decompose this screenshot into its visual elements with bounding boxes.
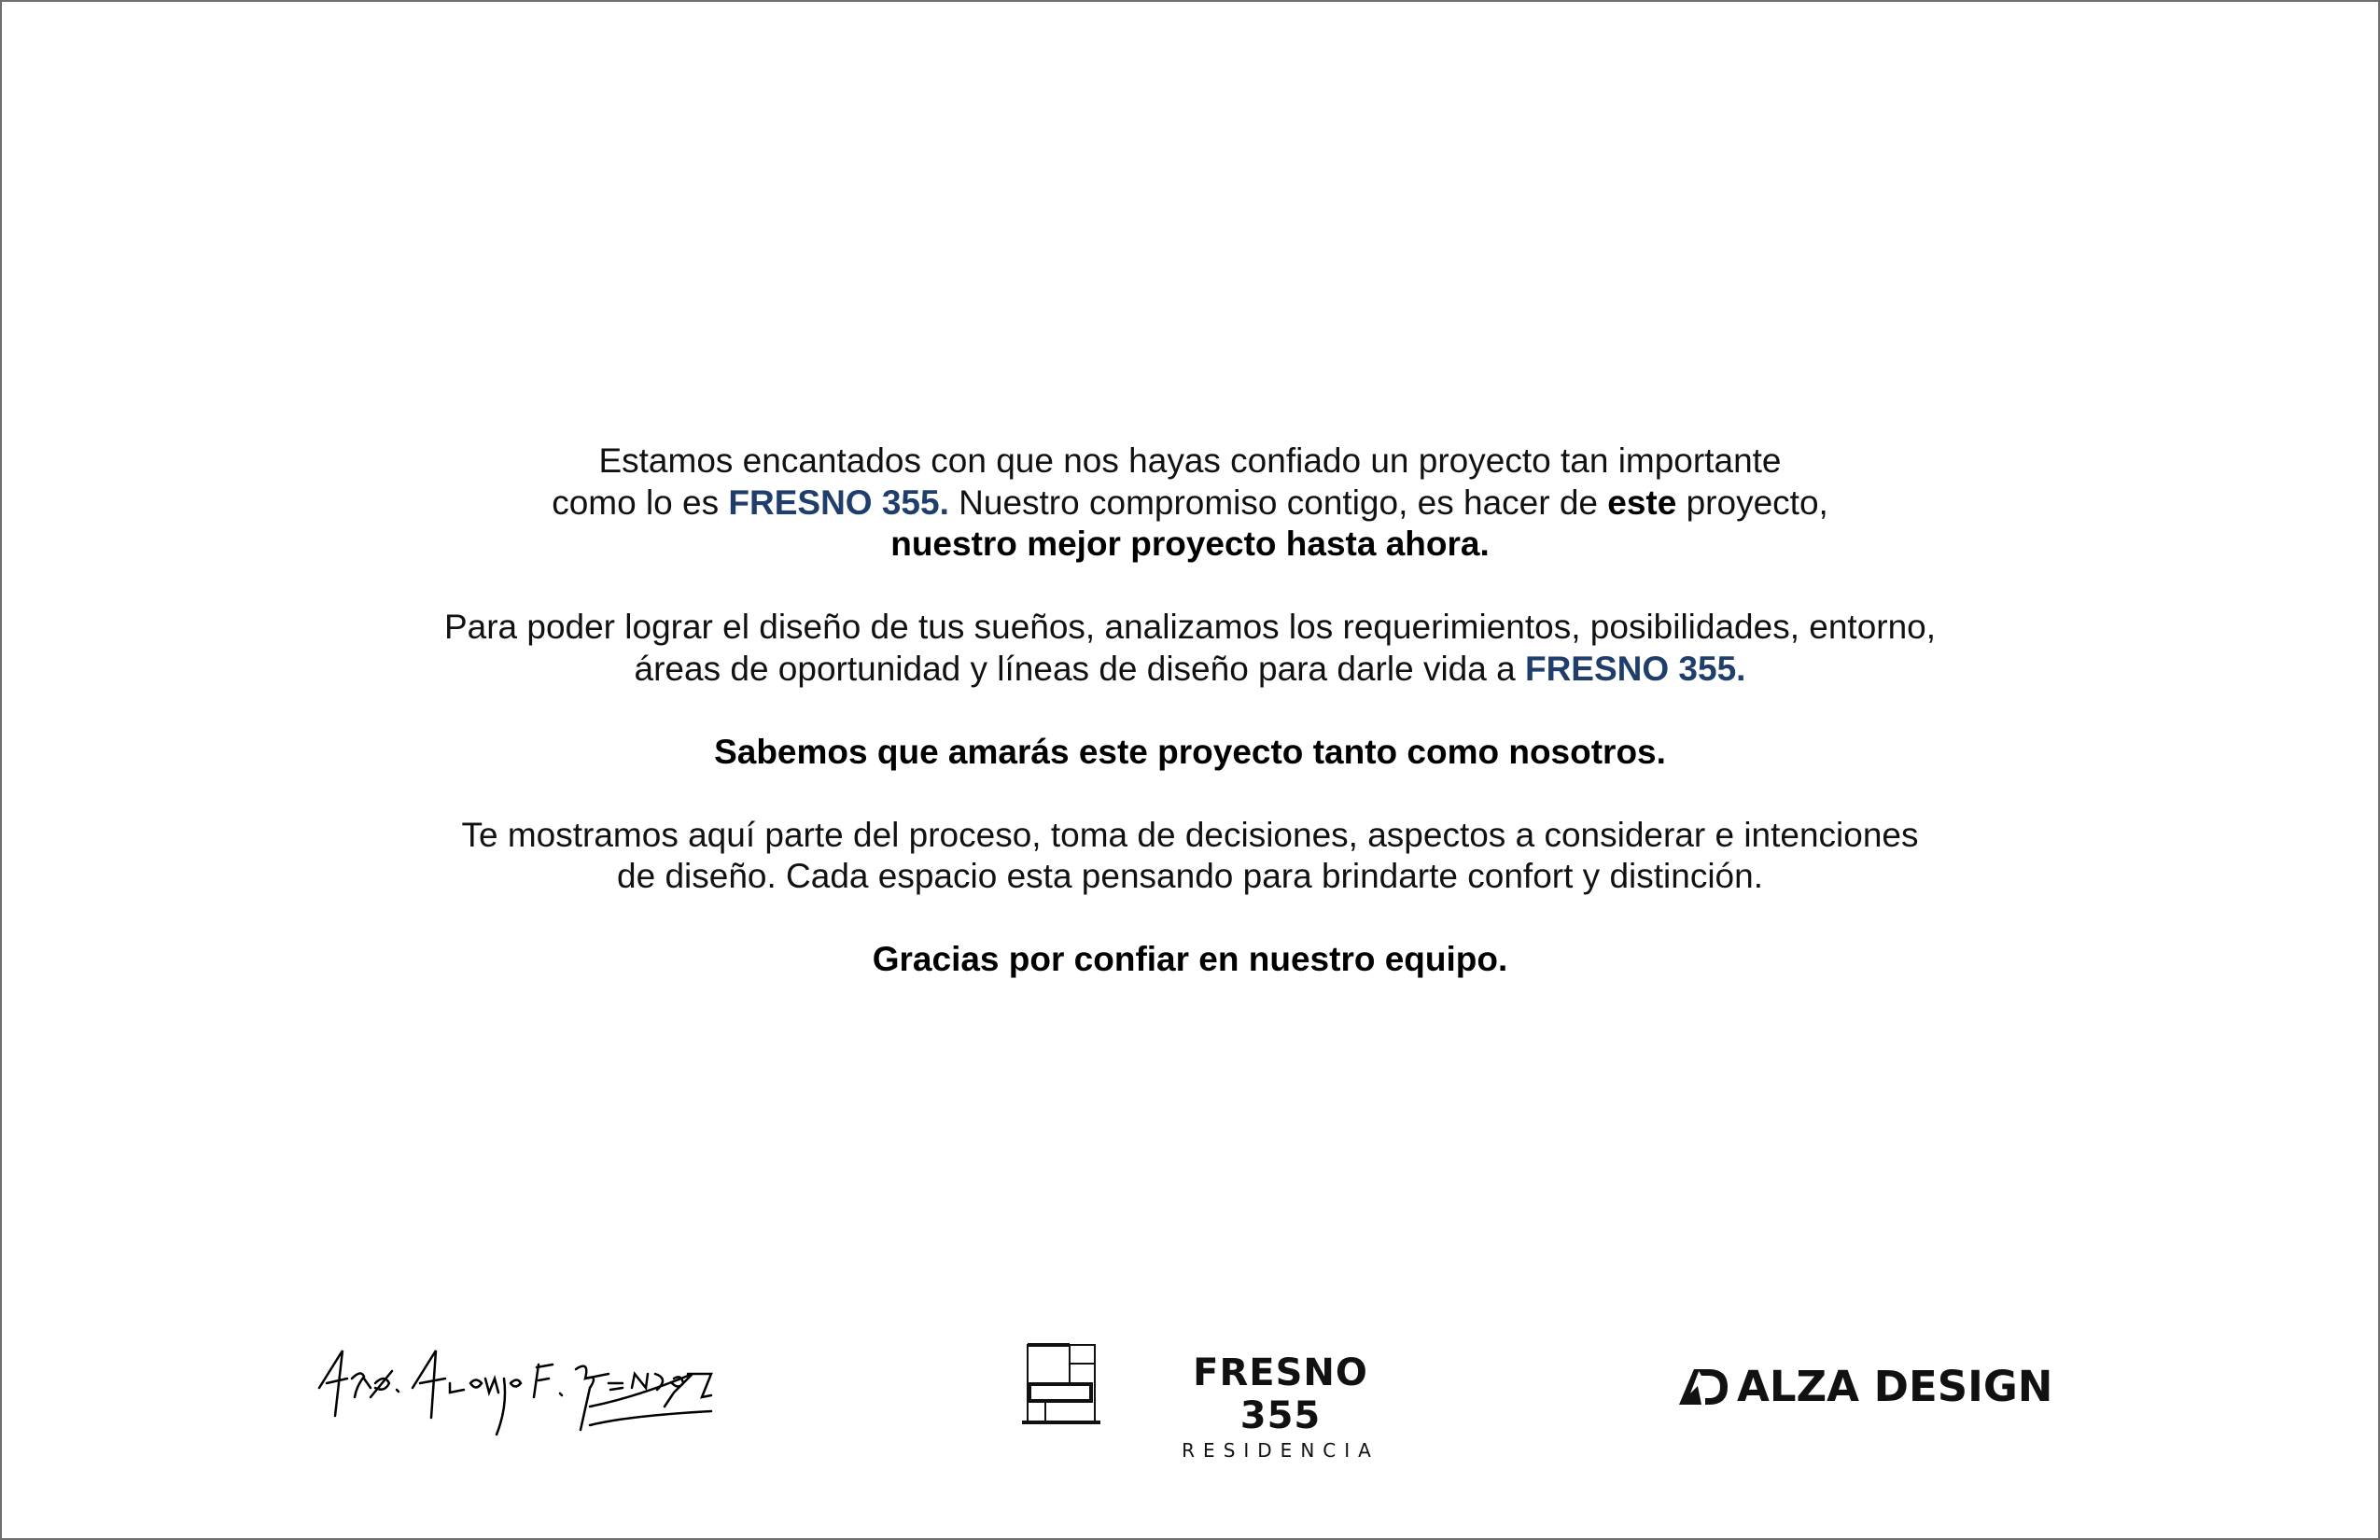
paragraph-3: [2, 732, 2378, 774]
building-logo-icon: [1021, 1342, 1105, 1426]
p4-line1: Te mostramos aquí parte del proceso, toma de decisiones, aspectos a considerar e intenciones: [461, 815, 1919, 854]
p1-line1: Estamos encantados con que nos hayas confiado un proyecto tan importante: [598, 441, 1782, 480]
p1-line2-post: proyecto,: [1676, 483, 1828, 522]
paragraph-4: [2, 815, 2378, 898]
p1-line2-mid: Nuestro compromiso contigo, es hacer de: [948, 483, 1608, 522]
p3-text: Sabemos que amarás este proyecto tanto como nosotros.: [714, 732, 1666, 771]
intro-text: [2, 441, 2378, 1022]
signature-icon: [310, 1332, 721, 1453]
p2-line2-pre: áreas de oportunidad y líneas de diseño para darle vida a: [634, 649, 1525, 688]
paragraph-2: [2, 607, 2378, 690]
studio-logo: [1677, 1363, 2052, 1409]
project-name-highlight: FRESNO 355.: [1524, 649, 1746, 688]
paragraph-1: [2, 441, 2378, 566]
paragraph-5: [2, 939, 2378, 981]
project-logo: [1159, 1351, 1402, 1462]
studio-logo-name: ALZA DESIGN: [1737, 1361, 2053, 1411]
p5-text: Gracias por confiar en nuestro equipo.: [872, 940, 1508, 978]
p1-bold-word: este: [1607, 483, 1677, 522]
ad-monogram-icon: [1677, 1365, 1729, 1407]
p4-line2: de diseño. Cada espacio esta pensando para brindarte confort y distinción.: [617, 857, 1763, 895]
project-logo-subtitle: RESIDENCIA: [1182, 1439, 1379, 1462]
p1-line2-pre: como lo es: [552, 483, 729, 522]
p2-line1: Para poder lograr el diseño de tus sueños, analizamos los requerimientos, posibilidades, entorno,: [443, 608, 1937, 646]
p1-line3: nuestro mejor proyecto hasta ahora.: [890, 525, 1490, 563]
project-logo-title: FRESNO 355: [1193, 1351, 1368, 1437]
project-name-highlight: FRESNO 355.: [728, 483, 949, 522]
